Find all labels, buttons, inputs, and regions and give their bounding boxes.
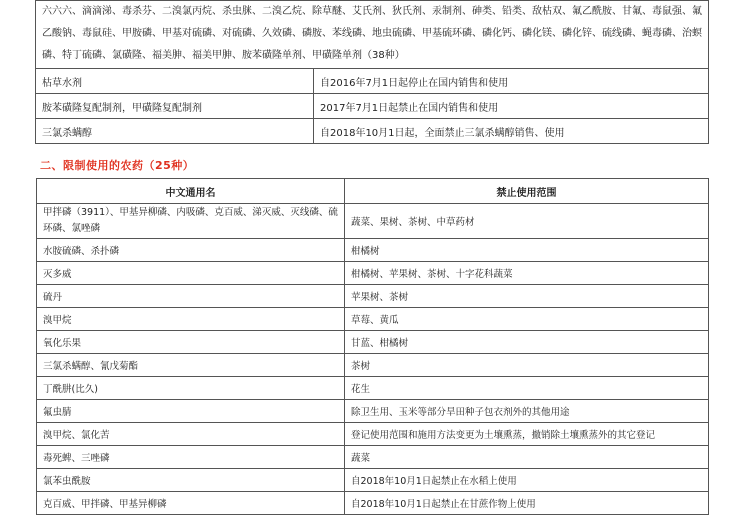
table-row <box>37 469 709 492</box>
banned-list-row <box>36 1 709 69</box>
pesticide-name-cell: 毒死蜱、三唑磷 <box>37 446 345 469</box>
table-row <box>37 204 709 239</box>
restriction-scope-cell: 柑橘树、苹果树、茶树、十字花科蔬菜 <box>345 262 709 285</box>
table-row <box>37 308 709 331</box>
pesticide-name-cell: 灭多威 <box>37 262 345 285</box>
restricted-pesticides-table <box>36 178 709 515</box>
table-row <box>37 377 709 400</box>
table-row <box>36 94 709 119</box>
pesticide-name-cell: 氟虫腈 <box>37 400 345 423</box>
pesticide-name-cell: 甲拌磷（3911）、甲基异柳磷、内吸磷、克百威、涕灭威、灭线磷、硫环磷、氯唑磷 <box>37 204 345 239</box>
banned-note-cell: 2017年7月1日起禁止在国内销售和使用 <box>314 94 709 119</box>
table-row <box>37 492 709 515</box>
banned-pesticides-table <box>35 0 709 144</box>
section-heading: 二、限制使用的农药（25种） <box>40 159 195 172</box>
pesticide-name-cell: 三氯杀螨醇、氰戊菊酯 <box>37 354 345 377</box>
table-row <box>37 239 709 262</box>
column-header-scope: 禁止使用范围 <box>345 179 709 204</box>
pesticide-name-cell: 丁酰肼(比久) <box>37 377 345 400</box>
pesticide-name-cell: 溴甲烷 <box>37 308 345 331</box>
table-row <box>37 285 709 308</box>
pesticide-name-cell: 氯苯虫酰胺 <box>37 469 345 492</box>
table-row <box>37 446 709 469</box>
restriction-scope-cell: 蔬菜、果树、茶树、中草药材 <box>345 204 709 239</box>
restriction-scope-cell: 甘蓝、柑橘树 <box>345 331 709 354</box>
table-header-row <box>37 179 709 204</box>
restriction-scope-cell: 自2018年10月1日起禁止在甘蔗作物上使用 <box>345 492 709 515</box>
table-row <box>37 262 709 285</box>
restriction-scope-cell: 茶树 <box>345 354 709 377</box>
pesticide-name-cell: 水胺硫磷、杀扑磷 <box>37 239 345 262</box>
table-row <box>36 119 709 144</box>
banned-note-cell: 自2016年7月1日起停止在国内销售和使用 <box>314 69 709 94</box>
restriction-scope-cell: 除卫生用、玉米等部分旱田种子包衣剂外的其他用途 <box>345 400 709 423</box>
banned-name-cell: 胺苯磺隆复配制剂，甲磺隆复配制剂 <box>36 94 314 119</box>
column-header-name: 中文通用名 <box>37 179 345 204</box>
restriction-scope-cell: 蔬菜 <box>345 446 709 469</box>
pesticide-name-cell: 硫丹 <box>37 285 345 308</box>
restriction-scope-cell: 自2018年10月1日起禁止在水稻上使用 <box>345 469 709 492</box>
pesticide-name-cell: 溴甲烷、氯化苦 <box>37 423 345 446</box>
table-row <box>37 400 709 423</box>
table-row <box>36 69 709 94</box>
pesticide-name-cell: 氧化乐果 <box>37 331 345 354</box>
pesticide-name-cell: 克百威、甲拌磷、甲基异柳磷 <box>37 492 345 515</box>
restriction-scope-cell: 苹果树、茶树 <box>345 285 709 308</box>
restriction-scope-cell: 登记使用范围和施用方法变更为土壤熏蒸，撤销除土壤熏蒸外的其它登记 <box>345 423 709 446</box>
banned-name-cell: 枯草水剂 <box>36 69 314 94</box>
restriction-scope-cell: 草莓、黄瓜 <box>345 308 709 331</box>
banned-name-cell: 三氯杀螨醇 <box>36 119 314 144</box>
table-row <box>37 331 709 354</box>
table-row <box>37 354 709 377</box>
restriction-scope-cell: 花生 <box>345 377 709 400</box>
restriction-scope-cell: 柑橘树 <box>345 239 709 262</box>
table-row <box>37 423 709 446</box>
banned-note-cell: 自2018年10月1日起，全面禁止三氯杀螨醇销售、使用 <box>314 119 709 144</box>
banned-list-cell: 六六六、滴滴涕、毒杀芬、二溴氯丙烷、杀虫脒、二溴乙烷、除草醚、艾氏剂、狄氏剂、汞制剂、砷类、铅类、敌枯双、氟乙酰胺、甘氟、毒鼠强、氟乙酸钠、毒鼠硅、甲胺磷、甲基对硫磷、对硫磷、久效磷、磷胺、苯线磷、地虫硫磷、甲基硫环磷、磷化钙、磷化镁、磷化锌、硫线磷、蝇毒磷、治螟磷、特丁硫磷、氯磺隆、福美胂、福美甲胂、胺苯磺隆单剂、甲磺隆单剂（38种） <box>36 1 709 69</box>
